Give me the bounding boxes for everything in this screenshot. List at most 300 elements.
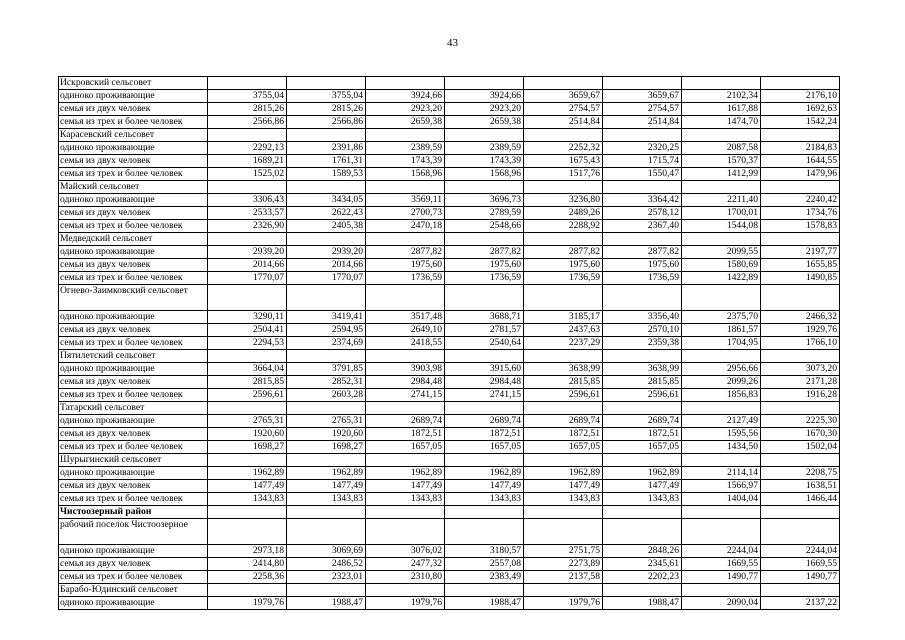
table-row	[59, 103, 840, 116]
table-cell	[603, 77, 682, 90]
table-cell	[287, 519, 366, 545]
table-cell: 2176,10	[761, 90, 840, 103]
table-cell: 1872,51	[603, 428, 682, 441]
table-cell: 2741,15	[366, 389, 445, 402]
row-label: одиноко проживающие	[59, 194, 208, 207]
row-label: одиноко проживающие	[59, 90, 208, 103]
table-row	[59, 246, 840, 259]
section-header-row	[59, 350, 840, 363]
table-cell: 1343,83	[603, 493, 682, 506]
table-cell: 2741,15	[445, 389, 524, 402]
row-label: семья из трех и более человек	[59, 116, 208, 129]
table-cell: 3434,05	[287, 194, 366, 207]
table-cell: 1669,55	[761, 558, 840, 571]
table-cell: 2596,61	[603, 389, 682, 402]
table-cell	[445, 233, 524, 246]
table-row	[59, 116, 840, 129]
table-cell: 2345,61	[603, 558, 682, 571]
table-cell	[761, 350, 840, 363]
table-cell: 1477,49	[208, 480, 287, 493]
table-cell: 1343,83	[208, 493, 287, 506]
row-label: семья из трех и более человек	[59, 571, 208, 584]
table-row	[59, 467, 840, 480]
table-cell	[208, 506, 287, 519]
tariff-table	[58, 76, 840, 610]
table-cell	[208, 519, 287, 545]
table-cell: 3638,99	[603, 363, 682, 376]
table-cell: 2367,40	[603, 220, 682, 233]
table-cell: 2127,49	[682, 415, 761, 428]
table-cell: 2466,32	[761, 311, 840, 324]
table-cell: 2789,59	[445, 207, 524, 220]
table-cell: 1975,60	[524, 259, 603, 272]
table-cell: 1525,02	[208, 168, 287, 181]
table-cell: 3364,42	[603, 194, 682, 207]
table-cell: 3306,43	[208, 194, 287, 207]
table-row	[59, 155, 840, 168]
table-cell: 3069,69	[287, 545, 366, 558]
table-cell	[445, 77, 524, 90]
table-cell	[761, 129, 840, 142]
table-cell	[682, 519, 761, 545]
table-cell	[287, 129, 366, 142]
table-cell	[208, 233, 287, 246]
table-cell	[287, 506, 366, 519]
table-cell: 1736,59	[524, 272, 603, 285]
row-label: семья из трех и более человек	[59, 168, 208, 181]
table-cell: 1715,74	[603, 155, 682, 168]
table-cell: 1920,60	[287, 428, 366, 441]
table-cell: 1568,96	[445, 168, 524, 181]
row-label: одиноко проживающие	[59, 597, 208, 610]
table-cell	[287, 77, 366, 90]
table-cell: 3755,04	[287, 90, 366, 103]
row-label: семья из двух человек	[59, 480, 208, 493]
table-cell: 2570,10	[603, 324, 682, 337]
section-header-row	[59, 402, 840, 415]
table-cell	[208, 181, 287, 194]
table-row	[59, 545, 840, 558]
table-cell	[208, 77, 287, 90]
table-cell: 2258,36	[208, 571, 287, 584]
row-label: семья из двух человек	[59, 428, 208, 441]
table-row	[59, 207, 840, 220]
table-cell: 1692,63	[761, 103, 840, 116]
table-cell	[524, 506, 603, 519]
table-cell: 2240,42	[761, 194, 840, 207]
table-cell: 2244,04	[682, 545, 761, 558]
table-cell: 2939,20	[208, 246, 287, 259]
table-cell: 2504,41	[208, 324, 287, 337]
row-label: семья из трех и более человек	[59, 220, 208, 233]
table-cell: 1979,76	[524, 597, 603, 610]
table-cell: 1770,07	[287, 272, 366, 285]
table-cell	[366, 129, 445, 142]
row-label: семья из двух человек	[59, 324, 208, 337]
table-cell	[366, 77, 445, 90]
table-cell: 1929,76	[761, 324, 840, 337]
table-cell	[208, 129, 287, 142]
table-cell: 1490,77	[682, 571, 761, 584]
table-cell	[287, 454, 366, 467]
section-header-row	[59, 506, 840, 519]
table-cell: 2114,14	[682, 467, 761, 480]
table-cell: 3659,67	[524, 90, 603, 103]
table-cell: 2414,80	[208, 558, 287, 571]
table-cell: 3236,80	[524, 194, 603, 207]
table-cell: 3915,60	[445, 363, 524, 376]
table-cell	[682, 233, 761, 246]
table-cell: 1343,83	[287, 493, 366, 506]
table-cell	[445, 402, 524, 415]
table-cell: 2211,40	[682, 194, 761, 207]
table-cell	[524, 285, 603, 311]
table-cell: 1962,89	[287, 467, 366, 480]
table-cell: 2973,18	[208, 545, 287, 558]
table-cell: 2815,26	[208, 103, 287, 116]
table-cell: 2288,92	[524, 220, 603, 233]
table-cell: 2781,57	[445, 324, 524, 337]
row-label: семья из двух человек	[59, 376, 208, 389]
table-cell: 2596,61	[208, 389, 287, 402]
table-cell: 2099,26	[682, 376, 761, 389]
table-cell	[366, 454, 445, 467]
table-cell: 1404,04	[682, 493, 761, 506]
table-cell	[208, 285, 287, 311]
table-cell: 1490,85	[761, 272, 840, 285]
table-cell: 2649,10	[366, 324, 445, 337]
section-header-row	[59, 519, 840, 545]
table-cell: 1962,89	[366, 467, 445, 480]
section-title: Огнево-Заимковский сельсовет	[59, 285, 208, 311]
table-cell	[287, 285, 366, 311]
table-cell: 3356,40	[603, 311, 682, 324]
table-cell: 1657,05	[366, 441, 445, 454]
row-label: одиноко проживающие	[59, 415, 208, 428]
table-cell: 1477,49	[287, 480, 366, 493]
table-cell: 2689,74	[366, 415, 445, 428]
table-cell	[208, 350, 287, 363]
table-cell: 2939,20	[287, 246, 366, 259]
table-cell: 2578,12	[603, 207, 682, 220]
table-cell: 1477,49	[445, 480, 524, 493]
section-title: рабочий поселок Чистоозерное	[59, 519, 208, 545]
table-cell: 2877,82	[366, 246, 445, 259]
table-cell	[761, 402, 840, 415]
row-label: семья из двух человек	[59, 207, 208, 220]
table-cell	[445, 181, 524, 194]
table-cell: 1617,88	[682, 103, 761, 116]
table-cell: 2359,38	[603, 337, 682, 350]
table-cell: 1698,27	[208, 441, 287, 454]
table-cell: 2418,55	[366, 337, 445, 350]
table-cell: 1988,47	[287, 597, 366, 610]
table-cell	[366, 181, 445, 194]
table-cell: 2594,95	[287, 324, 366, 337]
table-row	[59, 376, 840, 389]
table-cell: 1542,24	[761, 116, 840, 129]
table-cell: 2391,86	[287, 142, 366, 155]
section-title: Шурыгинский сельсовет	[59, 454, 208, 467]
table-row	[59, 597, 840, 610]
table-cell: 1920,60	[208, 428, 287, 441]
table-cell: 2751,75	[524, 545, 603, 558]
table-cell: 2815,85	[208, 376, 287, 389]
table-cell: 1698,27	[287, 441, 366, 454]
table-row	[59, 220, 840, 233]
table-cell: 3180,57	[445, 545, 524, 558]
table-cell	[445, 350, 524, 363]
table-cell: 2548,66	[445, 220, 524, 233]
table-row	[59, 571, 840, 584]
table-cell: 2273,89	[524, 558, 603, 571]
table-cell: 1743,39	[366, 155, 445, 168]
table-cell: 2815,85	[524, 376, 603, 389]
table-cell	[761, 506, 840, 519]
section-title: Барабо-Юдинский сельсовет	[59, 584, 208, 597]
table-cell	[761, 584, 840, 597]
table-cell	[366, 519, 445, 545]
table-cell	[682, 350, 761, 363]
table-cell: 2323,01	[287, 571, 366, 584]
table-cell: 2689,74	[445, 415, 524, 428]
table-cell: 3924,66	[366, 90, 445, 103]
table-cell	[603, 129, 682, 142]
table-cell	[287, 584, 366, 597]
table-cell: 3569,11	[366, 194, 445, 207]
table-cell	[603, 350, 682, 363]
table-cell: 3659,67	[603, 90, 682, 103]
table-cell: 1490,77	[761, 571, 840, 584]
table-cell	[287, 233, 366, 246]
section-title: Майский сельсовет	[59, 181, 208, 194]
table-cell	[603, 584, 682, 597]
row-label: семья из трех и более человек	[59, 441, 208, 454]
table-cell	[682, 285, 761, 311]
table-cell: 1644,55	[761, 155, 840, 168]
table-cell: 1916,28	[761, 389, 840, 402]
section-title: Пятилетский сельсовет	[59, 350, 208, 363]
table-cell: 2292,13	[208, 142, 287, 155]
table-cell: 3419,41	[287, 311, 366, 324]
table-cell: 2090,04	[682, 597, 761, 610]
table-cell: 1689,21	[208, 155, 287, 168]
row-label: семья из трех и более человек	[59, 337, 208, 350]
table-cell	[603, 506, 682, 519]
table-cell	[524, 519, 603, 545]
table-cell	[761, 181, 840, 194]
table-cell: 1566,97	[682, 480, 761, 493]
table-cell	[761, 285, 840, 311]
page-number: 43	[447, 37, 458, 49]
table-cell	[524, 181, 603, 194]
table-cell: 1670,30	[761, 428, 840, 441]
table-cell	[366, 584, 445, 597]
table-row	[59, 480, 840, 493]
table-cell: 1761,31	[287, 155, 366, 168]
table-cell: 1477,49	[366, 480, 445, 493]
table-cell	[603, 454, 682, 467]
section-title: Медведский сельсовет	[59, 233, 208, 246]
table-cell: 1700,01	[682, 207, 761, 220]
table-cell: 1872,51	[524, 428, 603, 441]
table-row	[59, 428, 840, 441]
table-cell: 1343,83	[524, 493, 603, 506]
table-cell	[682, 506, 761, 519]
row-label: одиноко проживающие	[59, 545, 208, 558]
table-cell: 1657,05	[445, 441, 524, 454]
table-cell: 2087,58	[682, 142, 761, 155]
table-cell: 1669,55	[682, 558, 761, 571]
table-cell: 2877,82	[445, 246, 524, 259]
table-cell: 1578,83	[761, 220, 840, 233]
table-cell: 3290,11	[208, 311, 287, 324]
table-row	[59, 142, 840, 155]
row-label: семья из двух человек	[59, 259, 208, 272]
table-cell	[682, 77, 761, 90]
table-cell: 2014,66	[287, 259, 366, 272]
table-cell: 1962,89	[208, 467, 287, 480]
table-cell: 1861,57	[682, 324, 761, 337]
table-cell: 2374,69	[287, 337, 366, 350]
table-cell: 2389,59	[366, 142, 445, 155]
table-cell: 2984,48	[366, 376, 445, 389]
table-cell: 1502,04	[761, 441, 840, 454]
table-row	[59, 493, 840, 506]
table-cell: 2689,74	[524, 415, 603, 428]
table-cell: 1589,53	[287, 168, 366, 181]
table-cell: 3696,73	[445, 194, 524, 207]
table-cell	[445, 129, 524, 142]
table-cell: 1466,44	[761, 493, 840, 506]
table-cell	[524, 584, 603, 597]
table-body	[59, 77, 840, 610]
section-header-row	[59, 285, 840, 311]
section-title: Карасевский сельсовет	[59, 129, 208, 142]
table-cell: 1734,76	[761, 207, 840, 220]
table-cell: 2171,28	[761, 376, 840, 389]
table-cell: 1638,51	[761, 480, 840, 493]
table-cell: 2852,31	[287, 376, 366, 389]
table-cell	[682, 402, 761, 415]
table-cell	[445, 519, 524, 545]
section-title: Искровский сельсовет	[59, 77, 208, 90]
table-cell	[208, 584, 287, 597]
table-cell: 1477,49	[524, 480, 603, 493]
table-cell: 1434,50	[682, 441, 761, 454]
table-cell: 3688,71	[445, 311, 524, 324]
table-row	[59, 324, 840, 337]
table-cell: 1979,76	[366, 597, 445, 610]
table-row	[59, 558, 840, 571]
table-cell	[603, 233, 682, 246]
table-cell	[761, 519, 840, 545]
table-cell: 1544,08	[682, 220, 761, 233]
table-cell: 1736,59	[603, 272, 682, 285]
table-cell: 3755,04	[208, 90, 287, 103]
table-cell	[208, 454, 287, 467]
table-cell	[682, 454, 761, 467]
row-label: одиноко проживающие	[59, 363, 208, 376]
row-label: семья из двух человек	[59, 103, 208, 116]
table-cell: 1474,70	[682, 116, 761, 129]
table-row	[59, 194, 840, 207]
table-cell	[524, 402, 603, 415]
table-cell	[524, 129, 603, 142]
table-cell: 1962,89	[524, 467, 603, 480]
table-cell: 1962,89	[445, 467, 524, 480]
table-cell: 2197,77	[761, 246, 840, 259]
table-row	[59, 389, 840, 402]
row-label: одиноко проживающие	[59, 311, 208, 324]
section-header-row	[59, 181, 840, 194]
table-cell: 2137,58	[524, 571, 603, 584]
table-row	[59, 311, 840, 324]
table-cell	[208, 402, 287, 415]
row-label: семья из двух человек	[59, 558, 208, 571]
table-cell: 2294,53	[208, 337, 287, 350]
table-cell: 2514,84	[603, 116, 682, 129]
table-cell: 3664,04	[208, 363, 287, 376]
row-label: одиноко проживающие	[59, 142, 208, 155]
table-cell: 1872,51	[445, 428, 524, 441]
table-cell: 1743,39	[445, 155, 524, 168]
table-cell	[287, 181, 366, 194]
table-cell: 2437,63	[524, 324, 603, 337]
table-cell: 2754,57	[603, 103, 682, 116]
table-cell: 2984,48	[445, 376, 524, 389]
row-label: семья из двух человек	[59, 155, 208, 168]
table-cell: 1975,60	[366, 259, 445, 272]
section-header-row	[59, 77, 840, 90]
table-cell: 2244,04	[761, 545, 840, 558]
table-cell: 2815,26	[287, 103, 366, 116]
table-cell	[445, 285, 524, 311]
table-row	[59, 168, 840, 181]
table-cell: 2202,23	[603, 571, 682, 584]
table-cell: 2877,82	[524, 246, 603, 259]
row-label: одиноко проживающие	[59, 246, 208, 259]
table-cell: 2486,52	[287, 558, 366, 571]
table-cell: 2137,22	[761, 597, 840, 610]
row-label: семья из трех и более человек	[59, 389, 208, 402]
table-cell	[682, 584, 761, 597]
table-cell: 2765,31	[287, 415, 366, 428]
table-cell: 2326,90	[208, 220, 287, 233]
table-cell: 1657,05	[603, 441, 682, 454]
table-cell: 1479,96	[761, 168, 840, 181]
table-cell: 2596,61	[524, 389, 603, 402]
table-cell	[524, 77, 603, 90]
section-header-row	[59, 233, 840, 246]
table-row	[59, 90, 840, 103]
table-cell	[524, 233, 603, 246]
table-cell: 3517,48	[366, 311, 445, 324]
table-cell	[366, 402, 445, 415]
table-cell: 1412,99	[682, 168, 761, 181]
table-cell	[761, 77, 840, 90]
table-cell: 1962,89	[603, 467, 682, 480]
table-cell	[761, 454, 840, 467]
table-cell	[445, 584, 524, 597]
table-cell: 1856,83	[682, 389, 761, 402]
table-cell: 3076,02	[366, 545, 445, 558]
table-cell: 1517,76	[524, 168, 603, 181]
table-cell: 2320,25	[603, 142, 682, 155]
table-cell	[287, 350, 366, 363]
table-cell: 2700,73	[366, 207, 445, 220]
table-cell: 2489,26	[524, 207, 603, 220]
